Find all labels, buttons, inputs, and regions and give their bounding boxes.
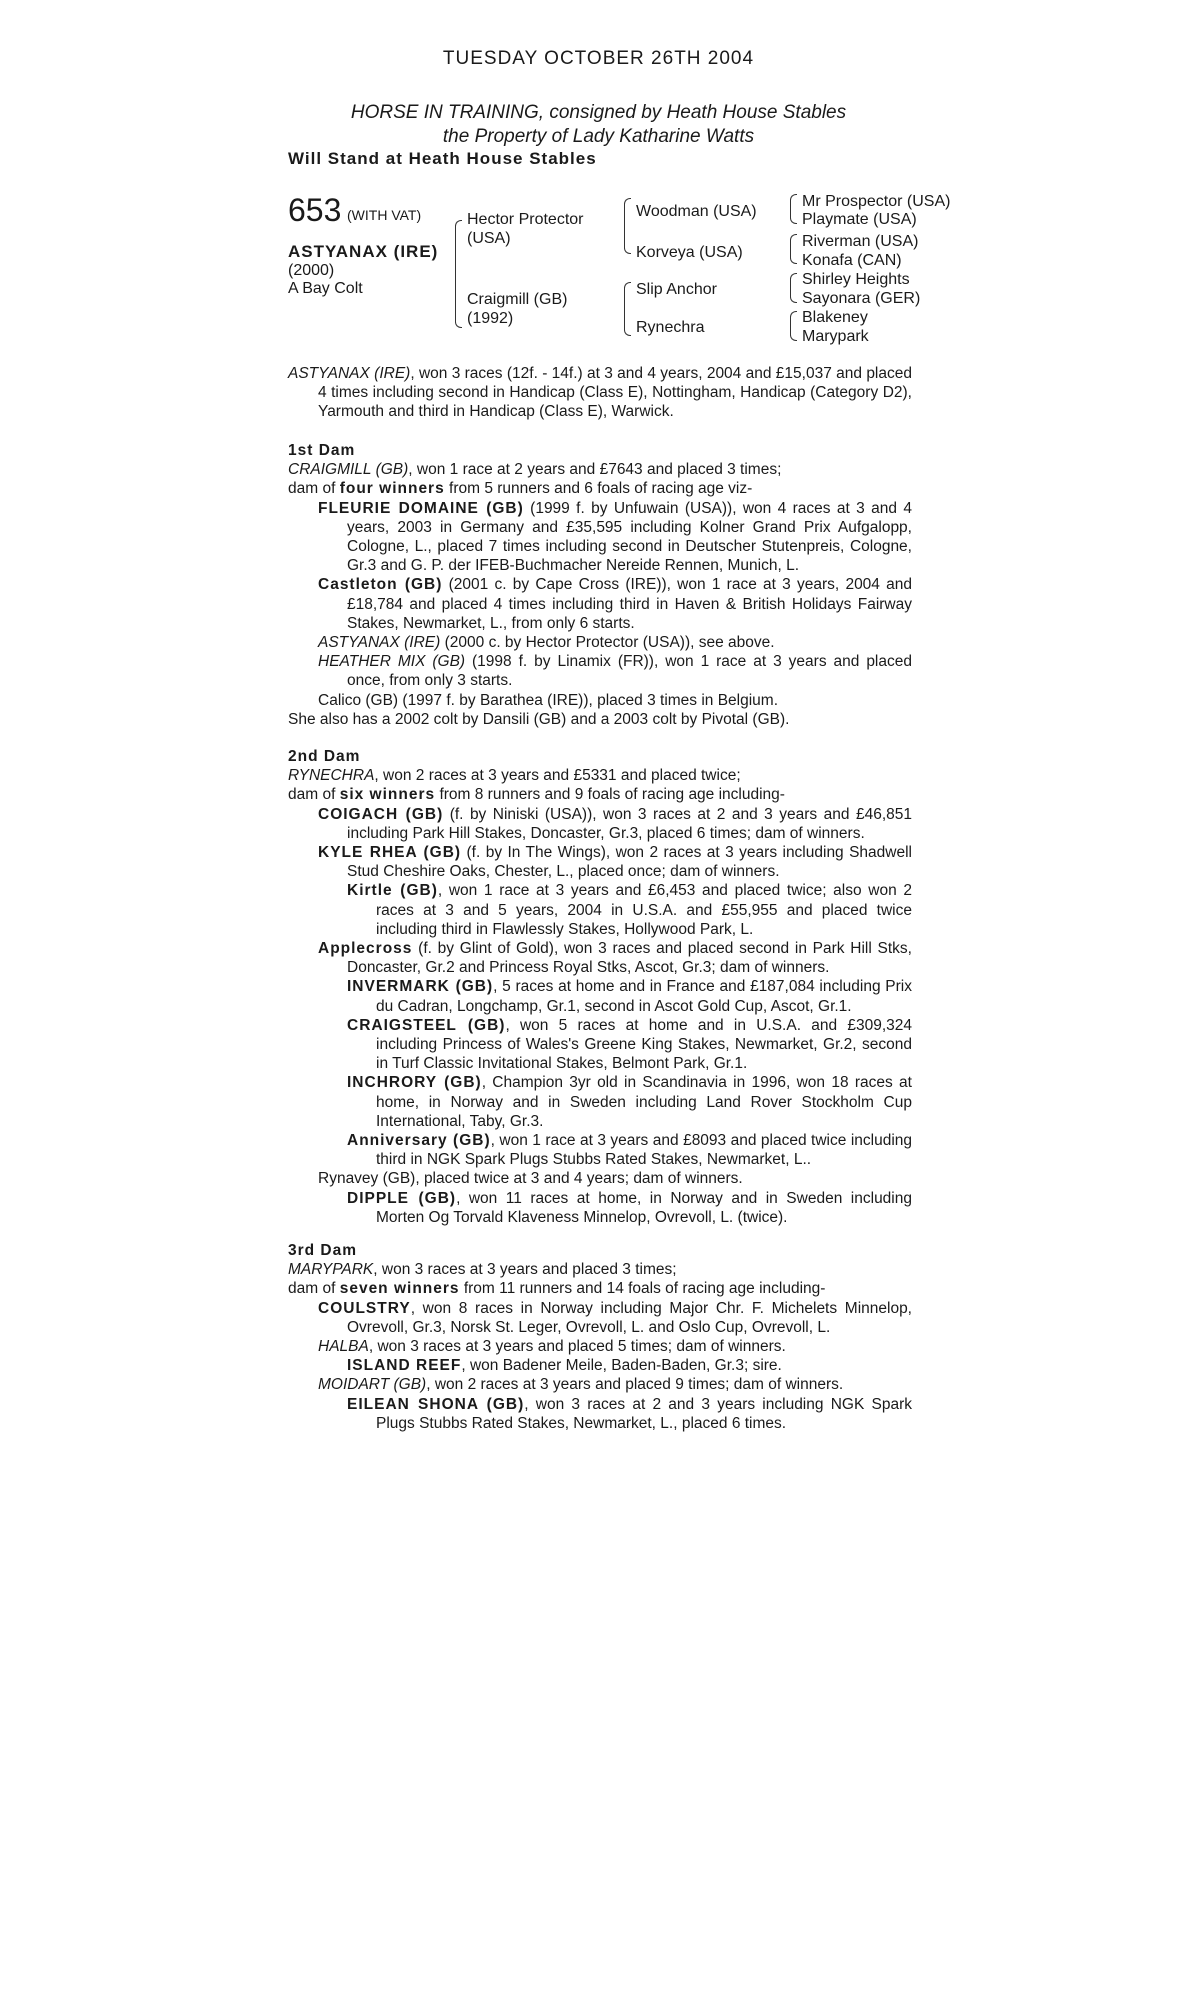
offspring-text: (2001 c. by Cape Cross (IRE)), won 1 race at 3 years, 2004 and £18,784 and placed 4 times including third in Haven & British Holidays Fairway Stakes, Newmarket, L., from only 6 starts. [347,576,913,632]
first-dam-produce [288,479,912,498]
offspring-text: , won 5 races at home and in U.S.A. and £309,324 including Princess of Wales's Greene King Stakes, Newmarket, Gr.2, second in Turf Classic Invitational Stakes, Belmont Park, Gr.1. [376,1016,912,1073]
second-dam-section [288,747,912,1227]
offspring-name: INVERMARK (GB) [347,978,494,996]
list-item [318,633,912,652]
list-item [318,575,912,633]
offspring-text: , won 1 race at 3 years and £6,453 and placed twice; also won 2 races at 3 and 5 years, 2004 in U.S.A. and £55,955 and placed twice including third in Flawlessly Stakes, Hollywood Park, L. [376,882,912,938]
pedigree-brace [790,194,797,224]
offspring-name: COULSTRY [318,1299,411,1317]
foaling-year: (2000) [288,262,335,279]
offspring-text: , won 3 races at 2 and 3 years including NGK Spark Plugs Stubbs Rated Stakes, Newmarket, L., placed 6 times. [376,1395,912,1432]
list-item [347,1073,912,1131]
property-heading: the Property of Lady Katharine Watts [442,126,755,147]
offspring-text: , Champion 3yr old in Scandinavia in 1996, won 18 races at home, in Norway and in Sweden including Land Rover Stockholm Cup International, Taby, Gr.3. [376,1074,912,1130]
list-item [347,1356,912,1375]
offspring-text: , won 2 races at 3 years and placed 9 times; dam of winners. [426,1376,844,1394]
summary-block [288,364,912,422]
summary-paragraph [288,364,912,422]
pedigree-g2: Playmate (USA) [802,211,917,228]
pedigree-brace [624,282,631,336]
offspring-name: FLEURIE DOMAINE (GB) [318,499,524,517]
offspring-name: KYLE RHEA (GB) [318,844,462,862]
offspring-name: INCHRORY (GB) [347,1074,482,1092]
consignment-heading: HORSE IN TRAINING, consigned by Heath House Stables [350,102,847,123]
offspring-name: EILEAN SHONA (GB) [347,1395,525,1413]
offspring-text: (1998 f. by Linamix (FR)), won 1 race at 3 years and placed once, from only 3 starts. [347,653,912,690]
pedigree-g6: Sayonara (GER) [802,290,921,307]
produce-prefix: dam of [288,786,340,804]
second-dam-name: RYNECHRA [288,767,375,785]
offspring-text: (f. by In The Wings), won 2 races at 3 years including Shadwell Stud Cheshire Oaks, Chester, L., placed once; dam of winners. [347,844,912,881]
produce-prefix: dam of [288,480,340,498]
pedigree-dam-dam: Rynechra [636,319,705,336]
pedigree-sire-dam: Korveya (USA) [636,244,743,261]
stand-line: Will Stand at Heath House Stables [288,149,597,168]
horse-description: A Bay Colt [288,280,363,297]
list-item [318,1299,912,1337]
offspring-name: HALBA [318,1338,369,1356]
produce-winners: four winners [339,480,445,498]
horse-name: ASTYANAX (IRE) [288,242,439,261]
offspring-text: , won 8 races in Norway including Major Chr. F. Michelets Minnelop, Ovrevoll, Gr.3, Norsk St. Leger, Ovrevoll, L. and Oslo Cup, Ovrevoll, L. [347,1299,912,1336]
first-dam-record [288,460,912,479]
summary-text: , won 3 races (12f. - 14f.) at 3 and 4 years, 2004 and £15,037 and placed 4 times including second in Handicap (Class E), Nottingham, Handicap (Category D2), Yarmouth and third in Handicap (Class E), Warwick. [318,365,912,421]
pedigree-g4: Konafa (CAN) [802,252,902,269]
offspring-text: , 5 races at home and in France and £187,084 including Prix du Cadran, Longchamp, Gr.1, second in Ascot Gold Cup, Ascot, Gr.1. [376,978,913,1015]
first-dam-name: CRAIGMILL (GB) [288,461,409,479]
pedigree-brace [455,220,462,328]
pedigree-g1: Mr Prospector (USA) [802,193,951,210]
produce-suffix: from 8 runners and 9 foals of racing age including- [435,786,785,804]
offspring-name: Kirtle (GB) [347,882,438,900]
list-item: Rynavey (GB), placed twice at 3 and 4 years; dam of winners. [318,1170,743,1188]
offspring-text: , won 1 race at 3 years and £8093 and placed twice including third in NGK Spark Plugs Stubbs Rated Stakes, Newmarket, L.. [376,1132,913,1169]
pedigree-dam: Craigmill (GB) (1992) [467,291,568,327]
offspring-text: , won 3 races at 3 years and placed 5 times; dam of winners. [368,1338,786,1356]
third-dam-title: 3rd Dam [288,1242,358,1259]
second-dam-title: 2nd Dam [288,748,361,765]
offspring-text: (f. by Glint of Gold), won 3 races and placed second in Park Hill Stks, Doncaster, Gr.2 and Princess Royal Stks, Ascot, Gr.3; dam of winners. [347,940,912,977]
third-dam-record-text: , won 3 races at 3 years and placed 3 times; [373,1261,677,1279]
list-item [318,499,912,576]
pedigree-brace [790,234,797,264]
pedigree-dam-sire: Slip Anchor [636,281,717,298]
pedigree-sire: Hector Protector (USA) [467,211,584,247]
pedigree-g5: Shirley Heights [802,271,910,288]
pedigree-g3: Riverman (USA) [802,233,919,250]
pedigree-g7: Blakeney [802,309,868,326]
produce-suffix: from 5 runners and 6 foals of racing age viz- [444,480,753,498]
pedigree-g8: Marypark [802,328,869,345]
third-dam-record [288,1260,912,1279]
second-dam-record-text: , won 2 races at 3 years and £5331 and placed twice; [374,767,741,785]
summary-horse-name: ASTYANAX (IRE) [288,365,411,382]
first-dam-title: 1st Dam [288,442,356,459]
pedigree-brace [790,273,797,303]
offspring-text: , won 11 races at home, in Norway and in Sweden including Morten Og Torvald Klaveness Minnelop, Ovrevoll, L. (twice). [376,1189,912,1226]
first-dam-section [288,441,912,729]
offspring-name: HEATHER MIX (GB) [318,653,466,671]
second-dam-produce [288,785,912,804]
offspring-name: COIGACH (GB) [318,805,444,823]
list-item [347,1131,912,1169]
pedigree-brace [790,311,797,341]
pedigree-brace [624,198,631,254]
list-item [318,805,912,843]
list-item [347,977,912,1015]
vat-note: (WITH VAT) [347,207,422,223]
offspring-name: Applecross [318,940,413,958]
list-item [318,939,912,977]
offspring-name: CRAIGSTEEL (GB) [347,1016,506,1034]
third-dam-produce [288,1279,912,1298]
third-dam-section [288,1241,912,1433]
offspring-text: , won Badener Meile, Baden-Baden, Gr.3; sire. [461,1357,782,1375]
lot-number: 653 [288,192,342,228]
list-item [347,881,912,939]
list-item [347,1189,912,1227]
produce-prefix: dam of [288,1280,340,1298]
produce-suffix: from 11 runners and 14 foals of racing age including- [459,1280,826,1298]
offspring-name: Anniversary (GB) [347,1132,491,1150]
list-item [318,843,912,881]
offspring-name: ASTYANAX (IRE) [318,634,441,652]
produce-winners: seven winners [339,1280,460,1298]
offspring-name: MOIDART (GB) [318,1376,427,1394]
produce-winners: six winners [339,786,436,804]
list-item [318,1375,912,1394]
list-item: Calico (GB) (1997 f. by Barathea (IRE)), placed 3 times in Belgium. [318,691,779,709]
pedigree-sire-sire: Woodman (USA) [636,203,757,220]
offspring-name: DIPPLE (GB) [347,1189,457,1207]
offspring-name: ISLAND REEF [347,1357,462,1375]
third-dam-name: MARYPARK [288,1261,374,1279]
sale-date: TUESDAY OCTOBER 26TH 2004 [442,48,755,69]
offspring-text: (1999 f. by Unfuwain (USA)), won 4 races at 3 and 4 years, 2003 in Germany and £35,595 including Kolner Grand Prix Aufgalopp, Cologne, L., placed 7 times including second in Deutscher Stutenpreis, Cologne, Gr.3 and G. P. der IFEB-Buchmacher Nereide Rennen, Munich, L. [347,499,912,575]
second-dam-record [288,766,912,785]
also-note: She also has a 2002 colt by Dansili (GB) and a 2003 colt by Pivotal (GB). [288,710,790,728]
first-dam-record-text: , won 1 race at 2 years and £7643 and placed 3 times; [408,461,782,479]
list-item [347,1016,912,1074]
offspring-text: (2000 c. by Hector Protector (USA)), see above. [440,634,775,652]
offspring-text: (f. by Niniski (USA)), won 3 races at 2 and 3 years and £46,851 including Park Hill Stakes, Doncaster, Gr.3, placed 6 times; dam of winners. [347,805,912,842]
list-item [318,1337,912,1356]
list-item [318,652,912,690]
list-item [347,1395,912,1433]
offspring-name: Castleton (GB) [318,576,443,594]
